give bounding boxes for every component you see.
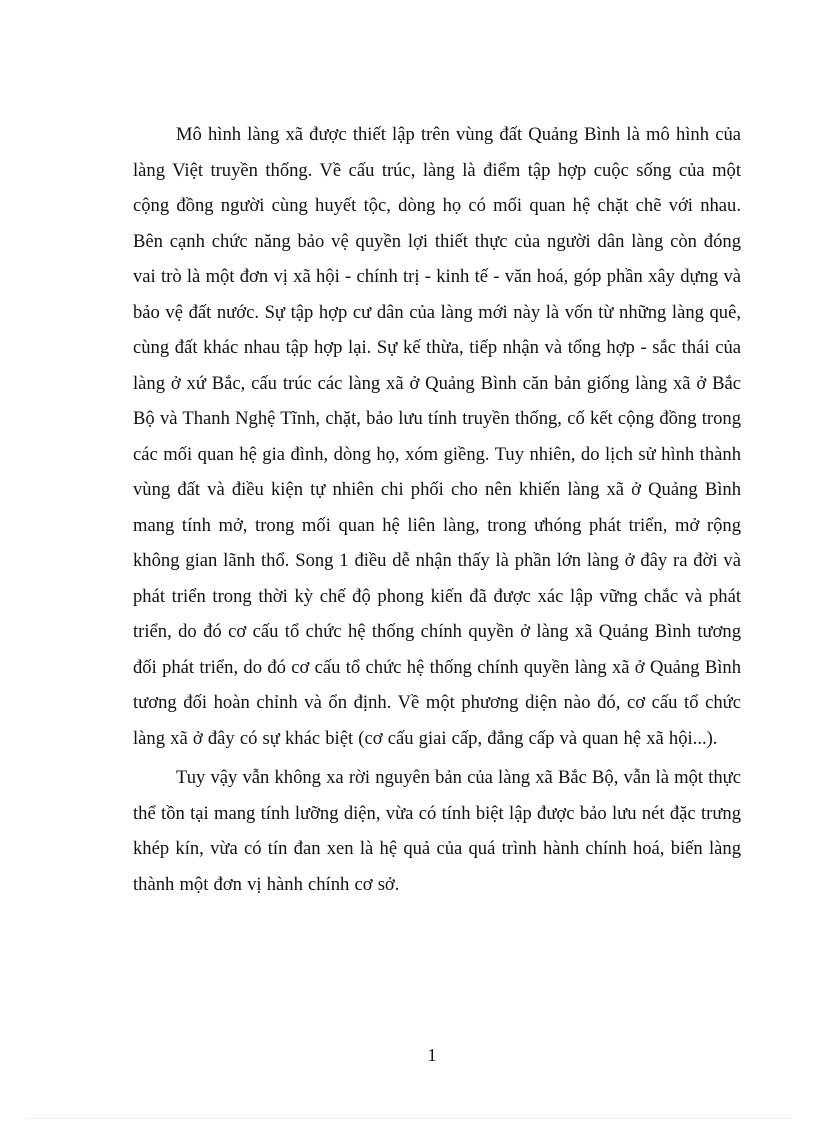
page-number: 1	[427, 1045, 437, 1065]
paragraph-2: Tuy vậy vẫn không xa rời nguyên bản của làng xã Bắc Bộ, vẫn là một thực thể tồn tại mang tính lưỡng diện, vừa có tính biệt lập được bảo lưu nét đặc trưng khép kín, vừa có tín đan xen là hệ quả của quá trình hành chính hoá, biến làng thành một đơn vị hành chính cơ sở.	[133, 767, 741, 895]
page-bottom-divider	[25, 1118, 791, 1119]
paragraph-1: Mô hình làng xã được thiết lập trên vùng đất Quảng Bình là mô hình của làng Việt truyền thống. Về cấu trúc, làng là điểm tập hợp cuộc sống của một cộng đồng người cùng huyết tộc, dòng họ có mối quan hệ chặt chẽ với nhau. Bên cạnh chức năng bảo vệ quyền lợi thiết thực của người dân làng còn đóng vai trò là một đơn vị xã hội - chính trị - kinh tế - văn hoá, góp phần xây dựng và bảo vệ đất nước. Sự tập hợp cư dân của làng mới này là vốn từ những làng quê, cùng đất khác nhau tập hợp lại. Sự kế thừa, tiếp nhận và tổng hợp - sắc thái của làng ở xứ Bắc, cấu trúc các làng xã ở Quảng Bình căn bản giống làng xã ở Bắc Bộ và Thanh Nghệ Tĩnh, chặt, bảo lưu tính truyền thống, cố kết cộng đồng trong các mối quan hệ gia đình, dòng họ, xóm giềng. Tuy nhiên, do lịch sử hình thành vùng đất và điều kiện tự nhiên chi phối cho nên khiến làng xã ở Quảng Bình mang tính mở, trong mối quan hệ liên làng, trong ưhóng phát triển, mở rộng không gian lãnh thổ. Song 1 điều dễ nhận thấy là phần lớn làng ở đây ra đời và phát triển trong thời kỳ chế độ phong kiến đã được xác lập vững chắc và phát triển, do đó cơ cấu tổ chức hệ thống chính quyền ở làng xã Quảng Bình tương đối phát triển, do đó cơ cấu tổ chức hệ thống chính quyền làng xã ở Quảng Bình tương đối hoàn chỉnh và ổn định. Về một phương diện nào đó, cơ cấu tổ chức làng xã ở đây có sự khác biệt (cơ cấu giai cấp, đẳng cấp và quan hệ xã hội...).	[133, 124, 741, 749]
body-text	[133, 117, 741, 906]
